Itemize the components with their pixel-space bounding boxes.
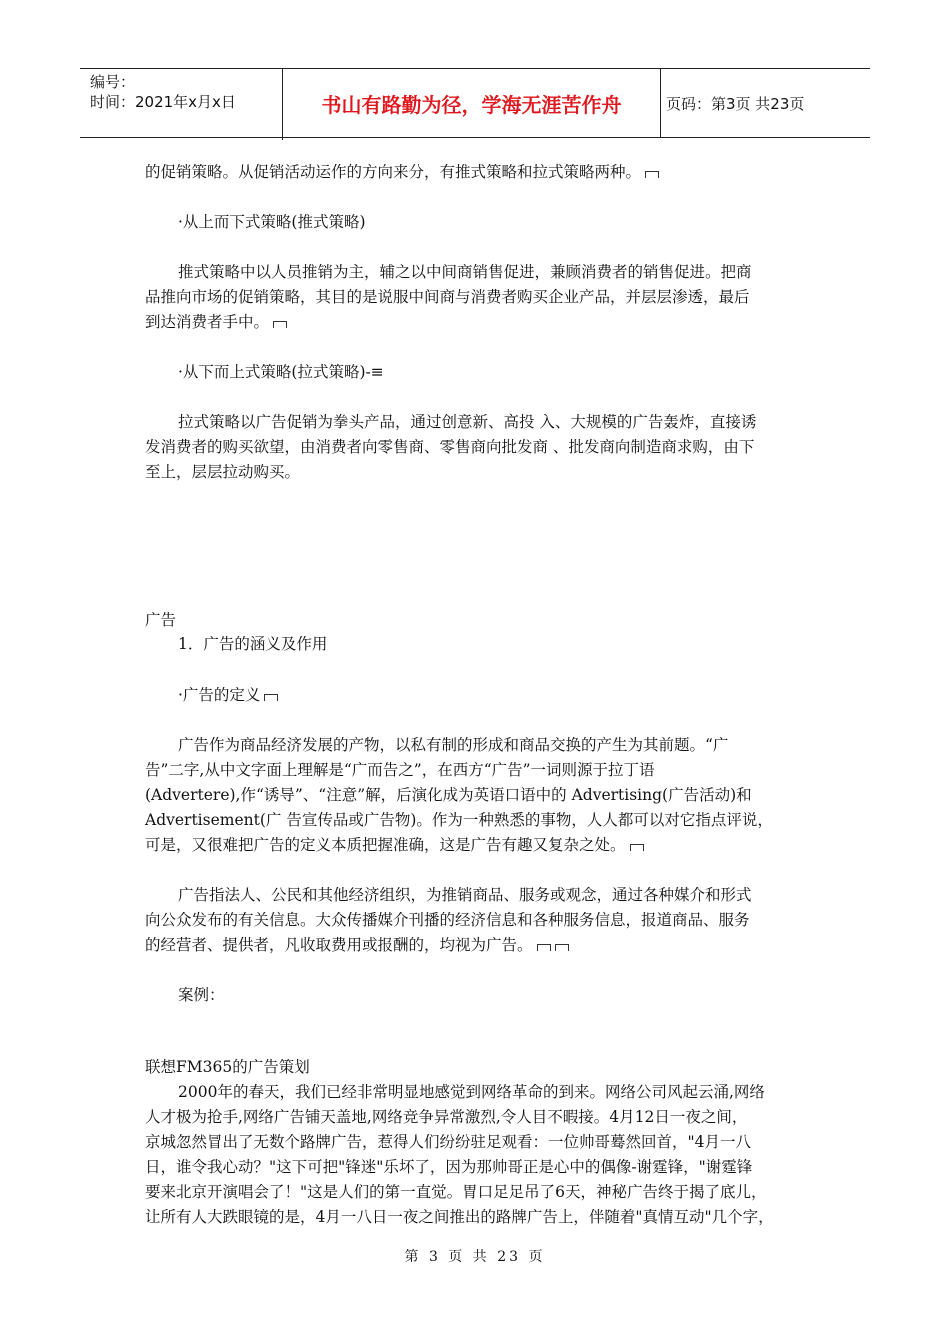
text-line: Advertisement(广 告宣传品或广告物)。作为一种熟悉的事物，人人都可以对它指点评说， — [145, 811, 773, 829]
text-line: 向公众发布的有关信息。大众传播媒介刊播的经济信息和各种服务信息，报道商品、服务 — [145, 911, 750, 929]
text-line: 推式策略中以人员推销为主，辅之以中间商销售促进，兼顾消费者的销售促进。把商 — [178, 263, 752, 281]
return-mark-icon — [264, 694, 278, 701]
text-line: (Advertere),作“诱导”、“注意”解，后演化成为英语口语中的 Advertising(广告活动)和 — [145, 786, 752, 804]
header-page-info: 页码：第3页 共23页 — [666, 94, 805, 113]
return-mark-icon — [645, 171, 659, 178]
text-line: 告”二字,从中文字面上理解是“广而告之”，在西方“广告”一词则源于拉丁语 — [145, 761, 655, 779]
text-line: 拉式策略以广告促销为拳头产品，通过创意新、高投 入、大规模的广告轰炸，直接诱 — [178, 413, 757, 431]
heading-ad-definition: ·广告的定义 — [178, 683, 278, 708]
page-header — [80, 68, 870, 138]
text-line: 至上，层层拉动购买。 — [145, 463, 301, 481]
text-line: 广告指法人、公民和其他经济组织，为推销商品、服务或观念，通过各种媒介和形式 — [178, 886, 752, 904]
text-line: 到达消费者手中。 — [145, 310, 287, 335]
case-title: 联想FM365的广告策划 — [145, 1058, 310, 1076]
text-line: 要来北京开演唱会了！"这是人们的第一直觉。胃口足足吊了6天，神秘广告终于揭了底儿， — [145, 1183, 767, 1201]
return-mark-icon — [273, 321, 287, 328]
text-line: 发消费者的购买欲望，由消费者向零售商、零售商向批发商 、批发商向制造商求购，由下 — [145, 438, 755, 456]
doc-number: 编号： — [90, 73, 136, 91]
text-line: 品推向市场的促销策略，其目的是说服中间商与消费者购买企业产品，并层层渗透，最后 — [145, 288, 750, 306]
return-mark-icon — [537, 944, 551, 951]
section-title-advertising: 广告 — [145, 611, 177, 629]
page-footer: 第 3 页 共 23 页 — [404, 1249, 546, 1265]
text-line: 2000年的春天，我们已经非常明显地感觉到网络革命的到来。网络公司风起云涌,网络 — [178, 1083, 765, 1101]
text-line: 日，谁令我心动？"这下可把"锋迷"乐坏了，因为那帅哥正是心中的偶像-谢霆锋，"谢霆锋 — [145, 1158, 753, 1176]
text-line: 人才极为抢手,网络广告铺天盖地,网络竞争异常激烈,令人目不暇接。4月12日一夜之间， — [145, 1108, 748, 1126]
text-line: 京城忽然冒出了无数个路牌广告，惹得人们纷纷驻足观看：一位帅哥蓦然回首，"4月一八 — [145, 1133, 751, 1151]
text-line: 可是，又很难把广告的定义本质把握准确，这是广告有趣又复杂之处。 — [145, 833, 644, 858]
header-meta — [80, 69, 283, 140]
text-line: 的促销策略。从促销活动运作的方向来分，有推式策略和拉式策略两种。 — [145, 160, 659, 185]
text-line: 广告作为商品经济发展的产物，以私有制的形成和商品交换的产生为其前题。“广 — [178, 736, 729, 754]
text-line: 让所有人大跌眼镜的是，4月一八日一夜之间推出的路牌广告上，伴随着"真情互动"几个字， — [145, 1208, 774, 1226]
subsection-title: 1．广告的涵义及作用 — [178, 635, 328, 653]
text-line: 的经营者、提供者，凡收取费用或报酬的，均视为广告。 — [145, 933, 569, 958]
heading-pull-strategy: ·从下而上式策略(拉式策略)-≡ — [178, 363, 384, 381]
return-mark-icon — [555, 944, 569, 951]
doc-time: 时间：2021年x月x日 — [90, 93, 236, 111]
heading-push-strategy: ·从上而下式策略(推式策略) — [178, 213, 366, 231]
header-motto: 书山有路勤为径，学海无涯苦作舟 — [283, 69, 661, 137]
case-label: 案例： — [178, 986, 225, 1004]
return-mark-icon — [630, 844, 644, 851]
